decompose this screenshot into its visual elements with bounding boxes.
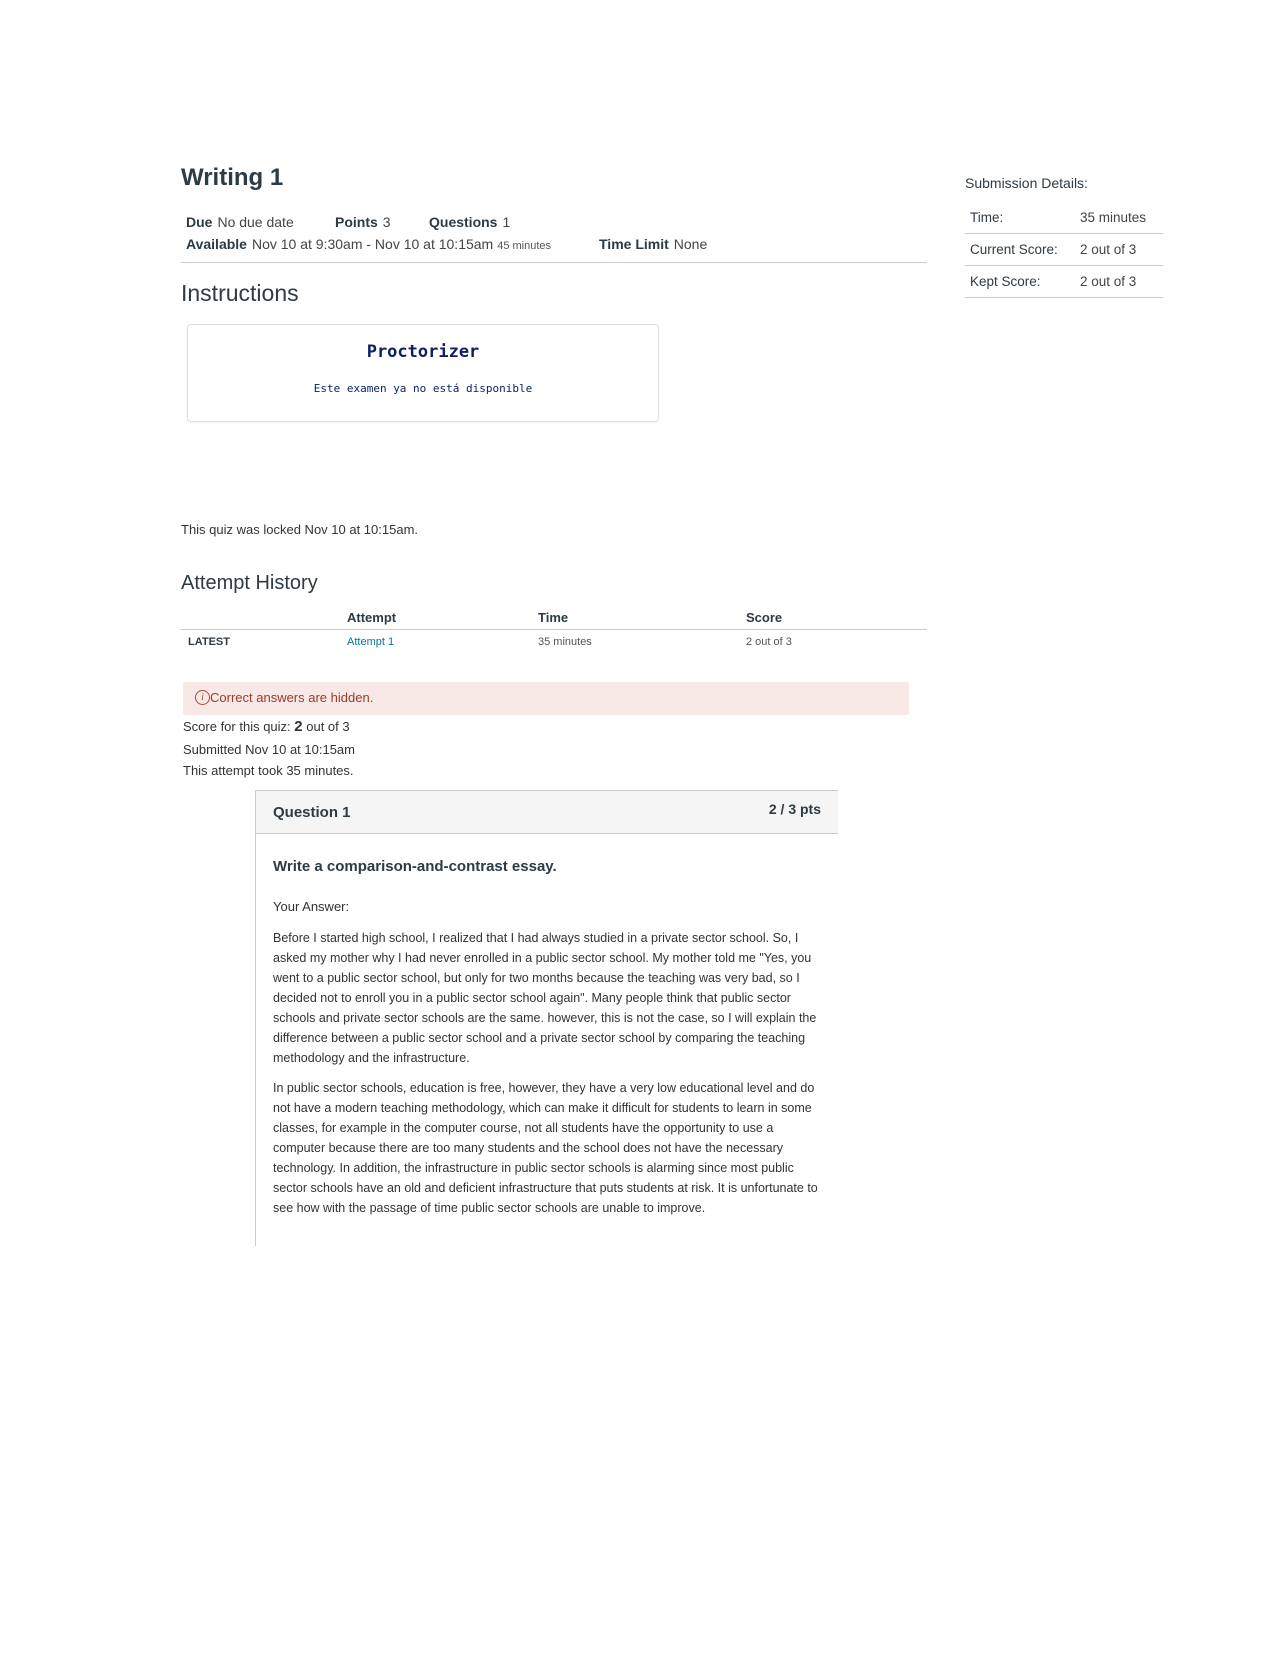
current-score-row [965, 234, 1163, 266]
question-title: Question 1 [273, 804, 351, 821]
points-value: 3 [382, 214, 391, 230]
question-prompt: Write a comparison-and-contrast essay. [273, 858, 557, 875]
info-icon: i [195, 690, 210, 705]
submission-details-heading: Submission Details: [965, 175, 1088, 191]
instructions-heading: Instructions [181, 280, 299, 306]
questions-info [429, 214, 510, 230]
time-limit-value: None [673, 236, 708, 252]
submission-time-label: Time: [970, 210, 1004, 225]
answer-paragraph: In public sector schools, education is free, however, they have a very low educational level and do not have a modern teaching methodology, which can make it difficult for students to learn in some classes, for example in the computer course, not all students have the opportunity to use a computer because there are too many students and the school does not have the necessary technology. In addition, the infrastructure in public sector schools is alarming since most public sector schools have an old and deficient infrastructure that puts students at risk. It is unfortunate to see how with the passage of time public sector schools are unable to improve. [273, 1081, 818, 1215]
submission-time-row [965, 202, 1163, 234]
submission-time-value: 35 minutes [1080, 210, 1147, 225]
kept-score-row [965, 266, 1163, 298]
latest-tag: LATEST [188, 636, 230, 648]
questions-label: Questions [429, 214, 498, 230]
correct-answers-hidden-alert [183, 682, 909, 715]
question-panel [255, 790, 838, 1246]
header-divider [181, 262, 927, 263]
answer-label: Your Answer: [273, 899, 350, 914]
table-divider [181, 629, 927, 630]
alert-text: Correct answers are hidden. [210, 690, 374, 705]
score-suffix: out of 3 [306, 719, 350, 734]
kept-score-value: 2 out of 3 [1080, 274, 1137, 289]
attempt-time: 35 minutes [538, 636, 592, 648]
score-value: 2 [294, 718, 303, 735]
points-label: Points [335, 214, 378, 230]
question-points: 2 / 3 pts [768, 801, 821, 817]
page-title: Writing 1 [181, 164, 284, 191]
proctorizer-message: Este examen ya no está disponible [313, 382, 533, 395]
column-header-attempt: Attempt [347, 610, 397, 625]
available-value: Nov 10 at 9:30am - Nov 10 at 10:15am [251, 236, 494, 252]
proctorizer-title: Proctorizer [366, 342, 480, 362]
due-value: No due date [217, 214, 294, 230]
locked-message: This quiz was locked Nov 10 at 10:15am. [181, 522, 419, 537]
answer-paragraph: Before I started high school, I realized that I had always studied in a private sector school. So, I asked my mother why I had never enrolled in a public sector school. My mother told me "Yes, you went to a public sector school, but only for two months because the teaching was very bad, so I decided not to enroll you in a public sector school again". Many people think that public sector schools and private sector schools are the same. however, this is not the case, so I will explain the difference between a public sector school and a private sector school by comparing the teaching methodology and the infrastructure. [273, 931, 817, 1065]
column-header-time: Time [538, 610, 569, 625]
available-label: Available [186, 236, 247, 252]
proctorizer-panel [187, 324, 659, 422]
questions-value: 1 [502, 214, 511, 230]
score-prefix: Score for this quiz: [183, 719, 291, 734]
attempt-link[interactable]: Attempt 1 [347, 636, 395, 648]
submitted-time: Submitted Nov 10 at 10:15am [183, 742, 355, 757]
attempt-score: 2 out of 3 [746, 636, 792, 648]
kept-score-label: Kept Score: [970, 274, 1041, 289]
time-limit-info [599, 236, 707, 252]
quiz-score [183, 718, 350, 735]
current-score-value: 2 out of 3 [1080, 242, 1137, 257]
question-header [256, 790, 838, 834]
attempt-duration: This attempt took 35 minutes. [183, 763, 354, 778]
due-label: Due [186, 214, 213, 230]
current-score-label: Current Score: [970, 242, 1058, 257]
due-info [186, 214, 294, 230]
points-info [335, 214, 391, 230]
available-duration: 45 minutes [497, 240, 552, 252]
attempt-history-heading: Attempt History [181, 572, 318, 594]
available-info [186, 236, 551, 252]
column-header-score: Score [746, 610, 783, 625]
time-limit-label: Time Limit [599, 236, 669, 252]
